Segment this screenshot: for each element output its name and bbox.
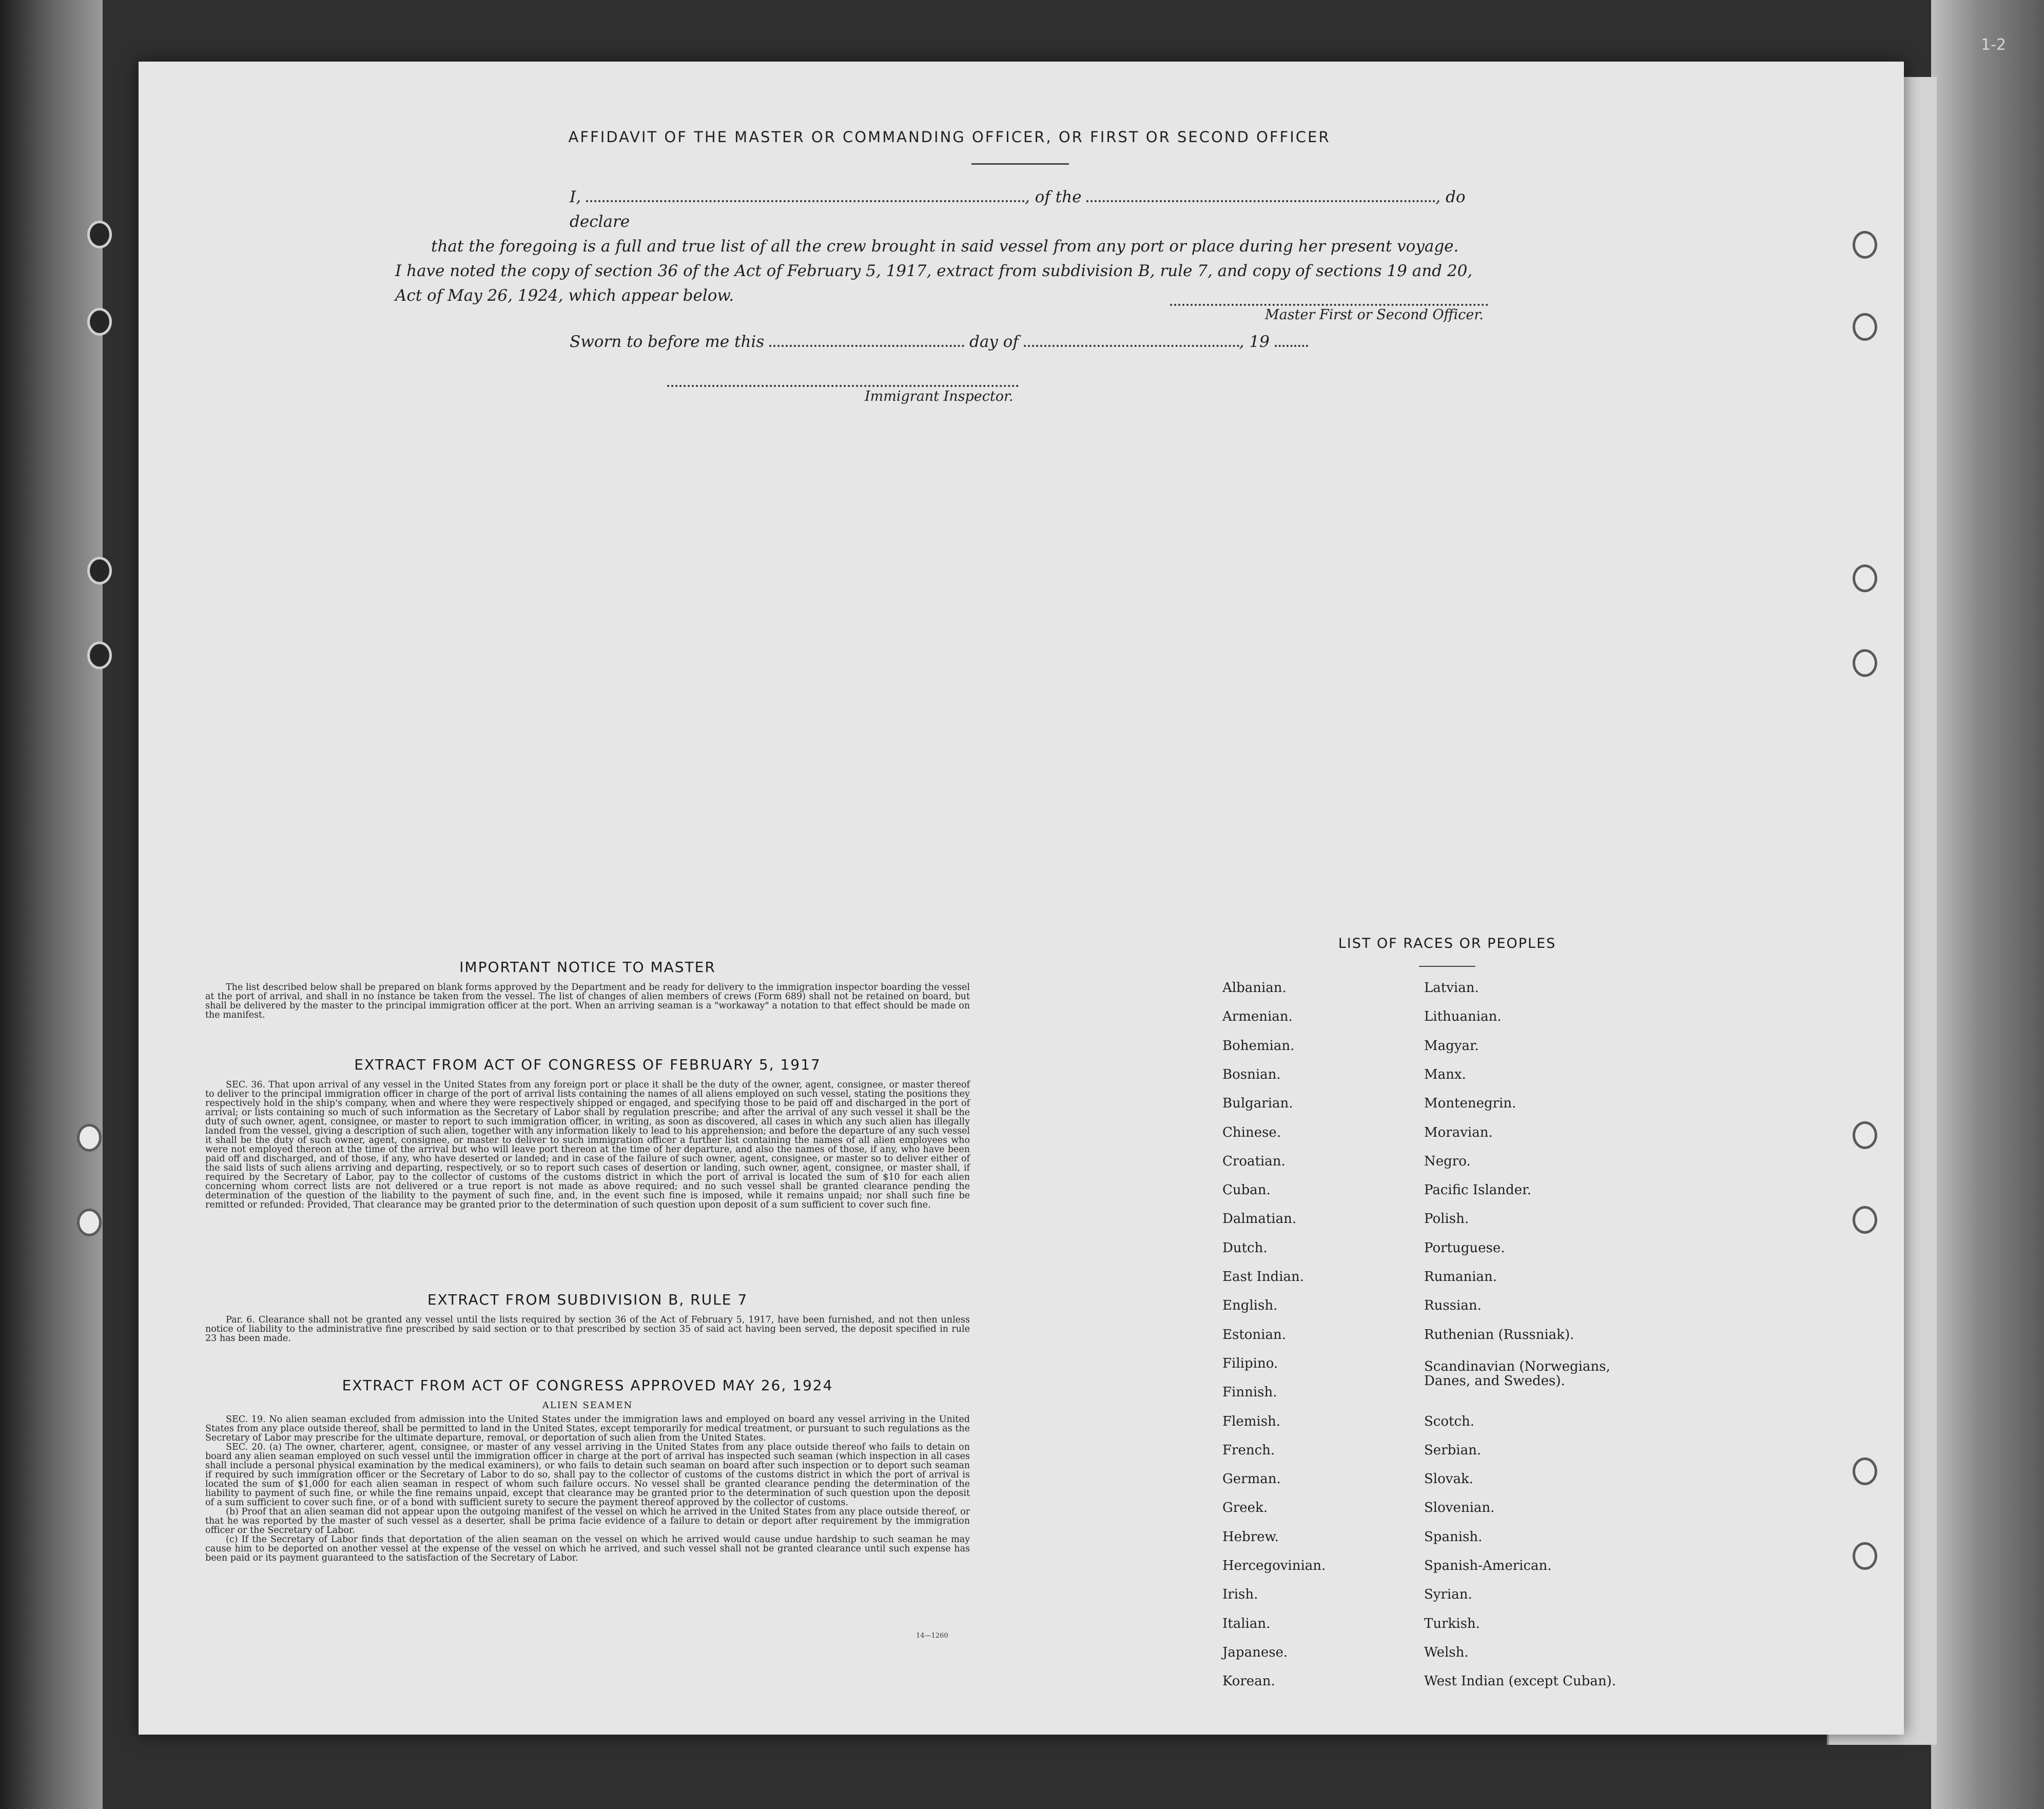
race-item: Croatian. <box>1222 1153 1286 1169</box>
binder-hole-icon <box>87 221 112 248</box>
day-of-label: day of <box>969 333 1019 351</box>
declare-label: , do declare <box>570 188 1466 231</box>
punch-hole-icon <box>1853 231 1877 259</box>
master-signature-label: Master First or Second Officer. <box>1265 307 1484 323</box>
race-item: Manx. <box>1424 1066 1466 1082</box>
sworn-year-field[interactable] <box>1275 334 1308 347</box>
binder-left-edge <box>0 0 103 1809</box>
race-item: Scotch. <box>1424 1413 1475 1429</box>
year-label: , 19 <box>1239 333 1270 351</box>
affidavit-line-2: that the foregoing is a full and true list of all the crew brought in said vessel from any port or place during her present voyage. <box>431 237 1459 256</box>
race-item: Portuguese. <box>1424 1240 1505 1256</box>
race-item: Hebrew. <box>1222 1529 1279 1545</box>
affidavit-line-4: Act of May 26, 1924, which appear below. <box>395 286 734 305</box>
sworn-line <box>570 333 1308 351</box>
section-20a-text: SEC. 20. (a) The owner, charterer, agent, consignee, or master of any vessel arriving in the United States from any place outside thereof who fails to detain on board any alien seaman employed on such vessel until the immigration officer in charge at the port of arrival has inspected such seaman (which inspection in all cases shall include a personal physical examination by the medical examiners), or who fails to detain such seaman on board after such inspection or to deport such seaman if required by such immigration officer or the Secretary of Labor to do so, shall pay to the collector of customs of the customs district in which the port of arrival is located the sum of $1,000 for each alien seaman in respect of whom such failure occurs. No vessel shall be granted clearance pending the determination of the liability to payment of such fine, or while the fine remains unpaid, except that clearance may be granted prior to the determination of such question upon the deposit of a sum sufficient to cover such fine, or of a bond with sufficient surety to secure the payment thereof approved by the collector of customs. <box>205 1442 970 1508</box>
notice-text: The list described below shall be prepared on blank forms approved by the Department and be ready for delivery to the immigration inspector boarding the vessel at the port of arrival, and shall in no instance be taken from the vessel. The list of changes of alien members of crews (Form 689) shall not be retained on board, but shall be delivered by the master to the principal immigration officer at the port. When an arriving seaman is a "workaway" a notation to that effect should be made on the manifest. <box>205 982 970 1020</box>
sworn-label: Sworn to before me this <box>570 333 765 351</box>
important-notice <box>205 959 970 1020</box>
binder-hole-icon <box>87 308 112 336</box>
race-item: Estonian. <box>1222 1327 1286 1343</box>
punch-hole-icon <box>1853 1121 1877 1149</box>
inspector-signature-line[interactable] <box>667 385 1019 387</box>
race-item: Filipino. <box>1222 1355 1278 1371</box>
extract-1924 <box>205 1377 970 1563</box>
punch-hole-icon <box>1853 1542 1877 1570</box>
race-item: Chinese. <box>1222 1124 1281 1140</box>
inspector-signature-label: Immigrant Inspector. <box>865 388 1014 404</box>
race-item: Bulgarian. <box>1222 1096 1293 1112</box>
extract-rule7 <box>205 1291 970 1343</box>
race-item: Finnish. <box>1222 1385 1277 1400</box>
race-item: Rumanian. <box>1424 1269 1497 1285</box>
binder-right-edge <box>1931 0 2044 1809</box>
race-item: English. <box>1222 1298 1278 1314</box>
races-title: LIST OF RACES OR PEOPLES <box>1338 936 1556 951</box>
section-20c-text: (c) If the Secretary of Labor finds that deportation of the alien seaman on the vessel on which he arrived would cause undue hardship to such seaman he may cause him to be deported on another vessel at the expense of the vessel on which he arrived, and such vessel shall not be granted clearance until such expense has been paid or its payment guaranteed to the satisfaction of the Secretary of Labor. <box>205 1534 970 1563</box>
race-item: West Indian (except Cuban). <box>1424 1674 1616 1689</box>
race-item: Bosnian. <box>1222 1066 1281 1082</box>
extract-1917-title: EXTRACT FROM ACT OF CONGRESS OF FEBRUARY 5, 1917 <box>354 1056 821 1073</box>
punch-hole-icon <box>1853 565 1877 592</box>
race-item: Slovak. <box>1424 1471 1473 1487</box>
race-item: Pacific Islander. <box>1424 1182 1531 1198</box>
race-item: Serbian. <box>1424 1442 1482 1458</box>
punch-hole-icon <box>1853 649 1877 677</box>
affidavit-statement <box>395 185 1529 308</box>
title-rule <box>971 163 1069 165</box>
race-item: Scandinavian (Norwegians, <box>1424 1358 1610 1374</box>
race-item: Russian. <box>1424 1298 1482 1314</box>
punch-hole-icon <box>77 1124 102 1152</box>
extract-1917 <box>205 1056 970 1210</box>
races-title-rule <box>1419 966 1475 967</box>
race-item: Dalmatian. <box>1222 1211 1297 1227</box>
extract-1917-text: SEC. 36. That upon arrival of any vessel in the United States from any foreign port or place it shall be the duty of the owner, agent, consignee, or master thereof to deliver to the principal immigration officer in charge of the port of arrival lists containing the names of all aliens employed on such vessel, stating the positions they respectively hold in the ship's company, when and where they were respectively shipped or engaged, and specifying those to be paid off and discharged in the port of arrival; or lists containing so much of such information as the Secretary of Labor shall by regulation prescribe; and after the arrival of any such vessel it shall be the duty of such owner, agent, consignee, or master to report to such immigration officer, in writing, as soon as discovered, all cases in which any such alien has illegally landed from the vessel, giving a description of such alien, together with any information likely to lead to his apprehension; and before the departure of any such vessel it shall be the duty of such owner, agent, consignee, or master to deliver to such immigration officer a further list containing the names of all alien employees who were not employed thereon at the time of the arrival but who will leave port thereon at the time of her departure, and also the names of those, if any, who have been paid off and discharged, and of those, if any, who have deserted or landed; and in case of the failure of such owner, agent, consignee, or master so to deliver either of the said lists of such aliens arriving and departing, respectively, or so to report such cases of desertion or landing, such owner, agent, consignee, or master shall, if required by the Secretary of Labor, pay to the collector of customs of the customs district in which the port of arrival is located the sum of $10 for each alien concerning whom correct lists are not delivered or a true report is not made as above required; and no such vessel shall be granted clearance pending the determination of the question of the liability to the payment of such fine, and, in the event such fine is imposed, while it remains unpaid; nor shall such fine be remitted or refunded: Provided, That clearance may be granted prior to the determination of such question upon deposit of a sum sufficient to cover such fine. <box>205 1080 970 1210</box>
vessel-label: , of the <box>1024 188 1082 206</box>
affidavit-line-1 <box>395 185 1529 234</box>
declarant-name-field[interactable] <box>586 188 1025 202</box>
affidavit-title: AFFIDAVIT OF THE MASTER OR COMMANDING OFFICER, OR FIRST OR SECOND OFFICER <box>568 128 1331 146</box>
race-item: Danes, and Swedes). <box>1424 1373 1565 1389</box>
corner-page-mark: 1-2 <box>1981 36 2006 54</box>
extract-rule7-text: Par. 6. Clearance shall not be granted any vessel until the lists required by section 36 of the Act of February 5, 1917, have been furnished, and not then unless notice of liability to the administrative fine prescribed by said section or to that prescribed by section 35 of said act having been served, the deposit specified in rule 23 has been made. <box>205 1315 970 1344</box>
race-item: Cuban. <box>1222 1182 1271 1198</box>
race-item: Italian. <box>1222 1616 1271 1631</box>
race-item: Irish. <box>1222 1587 1258 1603</box>
declarant-label: I, <box>570 188 581 206</box>
sworn-month-field[interactable] <box>1024 334 1239 347</box>
race-item: Albanian. <box>1222 980 1287 996</box>
race-item: French. <box>1222 1442 1275 1458</box>
race-item: Syrian. <box>1424 1587 1472 1603</box>
vessel-name-field[interactable] <box>1086 188 1435 202</box>
notice-title: IMPORTANT NOTICE TO MASTER <box>459 959 716 976</box>
race-item: Japanese. <box>1222 1644 1288 1660</box>
punch-hole-icon <box>77 1209 102 1236</box>
race-item: Hercegovinian. <box>1222 1558 1326 1573</box>
race-item: Polish. <box>1424 1211 1469 1227</box>
section-19-text: SEC. 19. No alien seaman excluded from admission into the United States under the immigration laws and employed on board any vessel arriving in the United States from any place outside thereof, shall be permitted to land in the United States, except temporarily for medical treatment, or pursuant to such regulations as the Secretary of Labor may prescribe for the ultimate departure, removal, or deportation of such alien from the United States. <box>205 1414 970 1443</box>
binder-hole-icon <box>87 641 112 669</box>
section-20b-text: (b) Proof that an alien seaman did not appear upon the outgoing manifest of the vessel on which he arrived in the United States from any place outside thereof, or that he was reported by the master of such vessel as a deserter, shall be prima facie evidence of a failure to detain or deport after requirement by the immigration officer or the Secretary of Labor. <box>205 1507 970 1535</box>
punch-hole-icon <box>1853 1206 1877 1234</box>
alien-seamen-subtitle: ALIEN SEAMEN <box>542 1400 633 1411</box>
master-signature-line[interactable] <box>1170 304 1488 306</box>
race-item: Spanish-American. <box>1424 1558 1552 1573</box>
race-item: Bohemian. <box>1222 1038 1295 1054</box>
extract-1924-title: EXTRACT FROM ACT OF CONGRESS APPROVED MAY 26, 1924 <box>342 1377 833 1394</box>
race-item: Flemish. <box>1222 1413 1281 1429</box>
race-item: East Indian. <box>1222 1269 1305 1285</box>
race-item: Dutch. <box>1222 1240 1268 1256</box>
race-item: Spanish. <box>1424 1529 1483 1545</box>
race-item: Ruthenian (Russniak). <box>1424 1327 1574 1343</box>
race-item: Slovenian. <box>1424 1500 1495 1516</box>
race-item: Lithuanian. <box>1424 1009 1502 1025</box>
extract-rule7-title: EXTRACT FROM SUBDIVISION B, RULE 7 <box>427 1291 748 1308</box>
race-item: Negro. <box>1424 1153 1471 1169</box>
affidavit-line-3: I have noted the copy of section 36 of the Act of February 5, 1917, extract from subdivision B, rule 7, and copy of sections 19 and 20, <box>395 262 1473 280</box>
binder-hole-icon <box>87 557 112 585</box>
race-item: Greek. <box>1222 1500 1268 1516</box>
race-item: Turkish. <box>1424 1616 1480 1631</box>
punch-hole-icon <box>1853 313 1877 341</box>
race-item: Moravian. <box>1424 1124 1493 1140</box>
race-item: Magyar. <box>1424 1038 1479 1054</box>
race-item: Welsh. <box>1424 1644 1469 1660</box>
race-item: Montenegrin. <box>1424 1096 1516 1112</box>
form-number: 14—1260 <box>916 1632 948 1640</box>
race-item: Armenian. <box>1222 1009 1293 1025</box>
sworn-day-field[interactable] <box>769 334 964 347</box>
race-item: Korean. <box>1222 1674 1275 1689</box>
race-item: Latvian. <box>1424 980 1479 996</box>
punch-hole-icon <box>1853 1457 1877 1485</box>
race-item: German. <box>1222 1471 1281 1487</box>
